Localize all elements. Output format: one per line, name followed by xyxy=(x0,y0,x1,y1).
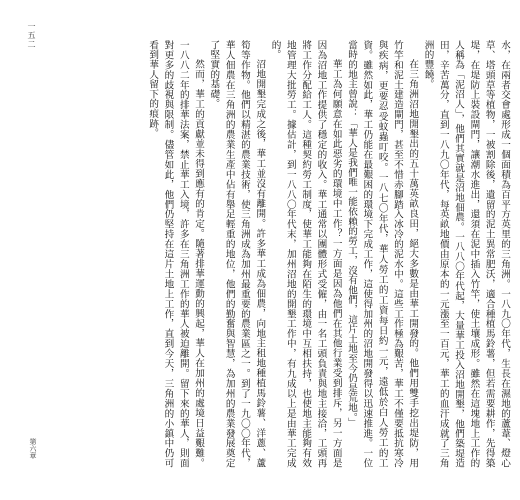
paragraph: 然而，華工的貢獻並未得到應有的肯定。隨著排華運動的興起，華人在加州的處境日益艱難。一八八二年的排華法案，禁止華工入境，許多在三角洲工作的華人被迫離開。留下來的華人，則面對更多的歧視與限制。儘管如此，他們仍堅持在這片土地上工作，直到今天，三角洲的小鎮中仍可看到華人留下的痕跡。 xyxy=(147,40,205,468)
paragraph: 水，在兩者交會處形成一個面積為百平方英里的三角洲。一八九〇年代，生長在濕地的蘆葦、燈心草、塔頭草等植物，一被割除後，遺留的泥土異常肥沃，適合種植馬鈴薯，但若需要耕作，先得築堤，在堤防上裝設閘門，讓潮水進出，還須在泥中插入竹竿，使土壤成形。雖然在這塊地上工作的人稱為「泥沼人」，他們其實就是沼地佃農。一八八〇年代起，大量華工投入沼地開墾，他們築堤造田，辛苦萬分，直到一八九〇年代，每英畝地價由原本的一元漲至一百元，華工的血汗成就了三角洲的豐饒。 xyxy=(422,40,510,468)
paragraph: 沼地開墾完成之後，華工並沒有離開。許多華工成為佃農，向地主租地種植馬鈴薯、洋蔥、蘆筍等作物。他們以精湛的農業技術，使三角洲成為加州最重要的農業區之一。到了一九〇〇年代，華人佃農在三角洲的農業生產中佔有舉足輕重的地位，他們的勤奮與智慧，為加州的農業發展奠定了堅實的基礎。 xyxy=(208,40,266,468)
paragraph: 華工為何願意在如此惡劣的環境中工作？一方面是因為他們在其他行業受到排斥，另一方面是因為沼地工作提供了穩定的收入。華工通常以團體形式受僱，由一名工頭負責與地主接洽，工頭再將工作分配給工人。這種契約勞工制度，使華工能夠在陌生的環境中互相扶持，也使地主能夠有效地管理大批勞工。據估計，到一八八〇年代末，加州沼地的開墾工作中，有九成以上是由華工完成的。 xyxy=(269,40,342,468)
page-number: 一五二 xyxy=(27,22,36,49)
body-text xyxy=(42,40,512,468)
chapter-label: 第六章 xyxy=(29,438,37,459)
paragraph: 在三角洲沼地開墾出的五十萬英畝良田，絕大多數是由華工開發的。他們用雙手挖出堤防，用竹竿和泥土建造閘門，甚至不惜赤腳踏入冰冷的泥水中。這些工作極為艱苦，華工不僅要抵抗寒冷與疾病，更要忍受蚊蟲叮咬。一八七〇年代，華人勞工的工資每日約一元，遠低於白人勞工的工資。雖然如此，華工仍能在最艱困的環境下完成工作，這使得加州的沼地開發得以迅速推進。一位當時的地主曾說：「華人是我們唯一能依賴的勞工，沒有他們，這片土地至今仍是荒地。」 xyxy=(346,40,419,468)
